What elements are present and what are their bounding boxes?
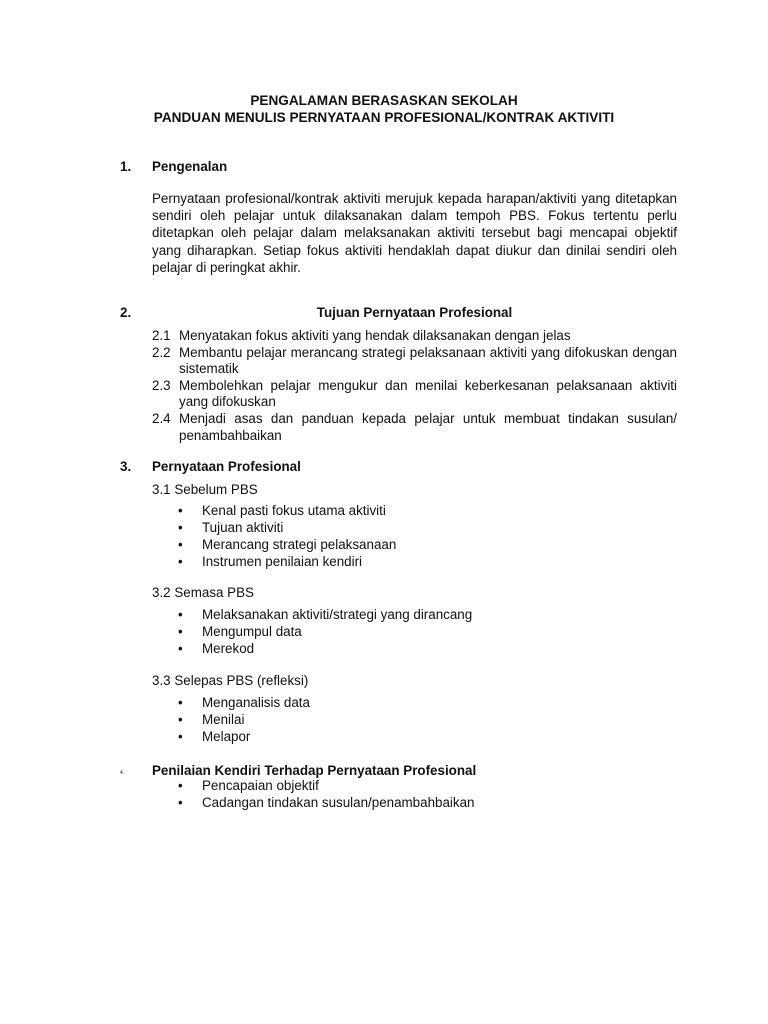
list-item: • Cadangan tindakan susulan/penambahbaikan [178,795,475,812]
item-text: Membolehkan pelajar mengukur dan menilai keberkesanan pelaksanaan aktiviti yang difokuskan [179,377,677,410]
subsection-3-1-bullets [178,503,396,571]
list-item: • Kenal pasti fokus utama aktiviti [178,503,396,520]
section-4-number: 4. [120,770,125,776]
document-subtitle: PANDUAN MENULIS PERNYATAAN PROFESIONAL/KONTRAK AKTIVITI [153,110,615,125]
subsection-3-2-label: 3.2 Semasa PBS [152,585,254,600]
subsection-3-3-label: 3.3 Selepas PBS (refleksi) [152,673,309,688]
section-4-bullets [178,778,475,812]
list-item: • Melaksanakan aktiviti/strategi yang dirancang [178,607,472,624]
item-text: Membantu pelajar merancang strategi pelaksanaan aktiviti yang difokuskan dengan sistematik [179,344,677,377]
item-number: 2.1 [152,328,171,343]
list-item: • Menilai [178,712,310,729]
item-text: Menjadi asas dan panduan kepada pelajar untuk membuat tindakan susulan/ penambahbaikan [179,410,677,443]
item-text: Menyatakan fokus aktiviti yang hendak dilaksanakan dengan jelas [179,328,571,343]
list-item: • Merekod [178,641,472,658]
list-item: • Pencapaian objektif [178,778,475,795]
section-1-number: 1. [120,159,132,174]
section-3-number: 3. [120,459,132,474]
subsection-3-2-bullets [178,607,472,658]
section-1-body: Pernyataan profesional/kontrak aktiviti merujuk kepada harapan/aktiviti yang ditetapkan sendiri oleh pelajar untuk dilaksanakan dalam tempoh PBS. Fokus tertentu perlu ditetapkan oleh pelajar dalam melaksanakan aktiviti tersebut bagi mencapai objektif yang diharapkan. Setiap fokus aktiviti hendaklah dapat diukur dan dinilai sendiri oleh pelajar di peringkat akhir. [152,191,677,275]
subsection-3-1-label: 3.1 Sebelum PBS [152,482,258,497]
item-number: 2.3 [152,377,171,393]
section-2-list [152,328,677,444]
subsection-3-3-bullets [178,695,310,746]
section-1-title: Pengenalan [152,159,228,174]
list-item: • Menganalisis data [178,695,310,712]
section-2-title: Tujuan Pernyataan Profesional [316,305,513,320]
section-3-title: Pernyataan Profesional [152,459,301,474]
list-item [152,411,677,444]
list-item: • Merancang strategi pelaksanaan [178,537,396,554]
list-item [152,345,677,378]
list-item [152,328,677,345]
list-item: • Melapor [178,729,310,746]
list-item: • Tujuan aktiviti [178,520,396,537]
item-number: 2.2 [152,344,171,360]
section-2-number: 2. [120,305,132,320]
section-1-paragraph [152,190,677,276]
list-item: • Mengumpul data [178,624,472,641]
item-number: 2.4 [152,410,171,426]
section-4-title: Penilaian Kendiri Terhadap Pernyataan Profesional [152,763,477,778]
list-item: • Instrumen penilaian kendiri [178,554,396,571]
document-title: PENGALAMAN BERASASKAN SEKOLAH [250,93,518,108]
list-item [152,378,677,411]
